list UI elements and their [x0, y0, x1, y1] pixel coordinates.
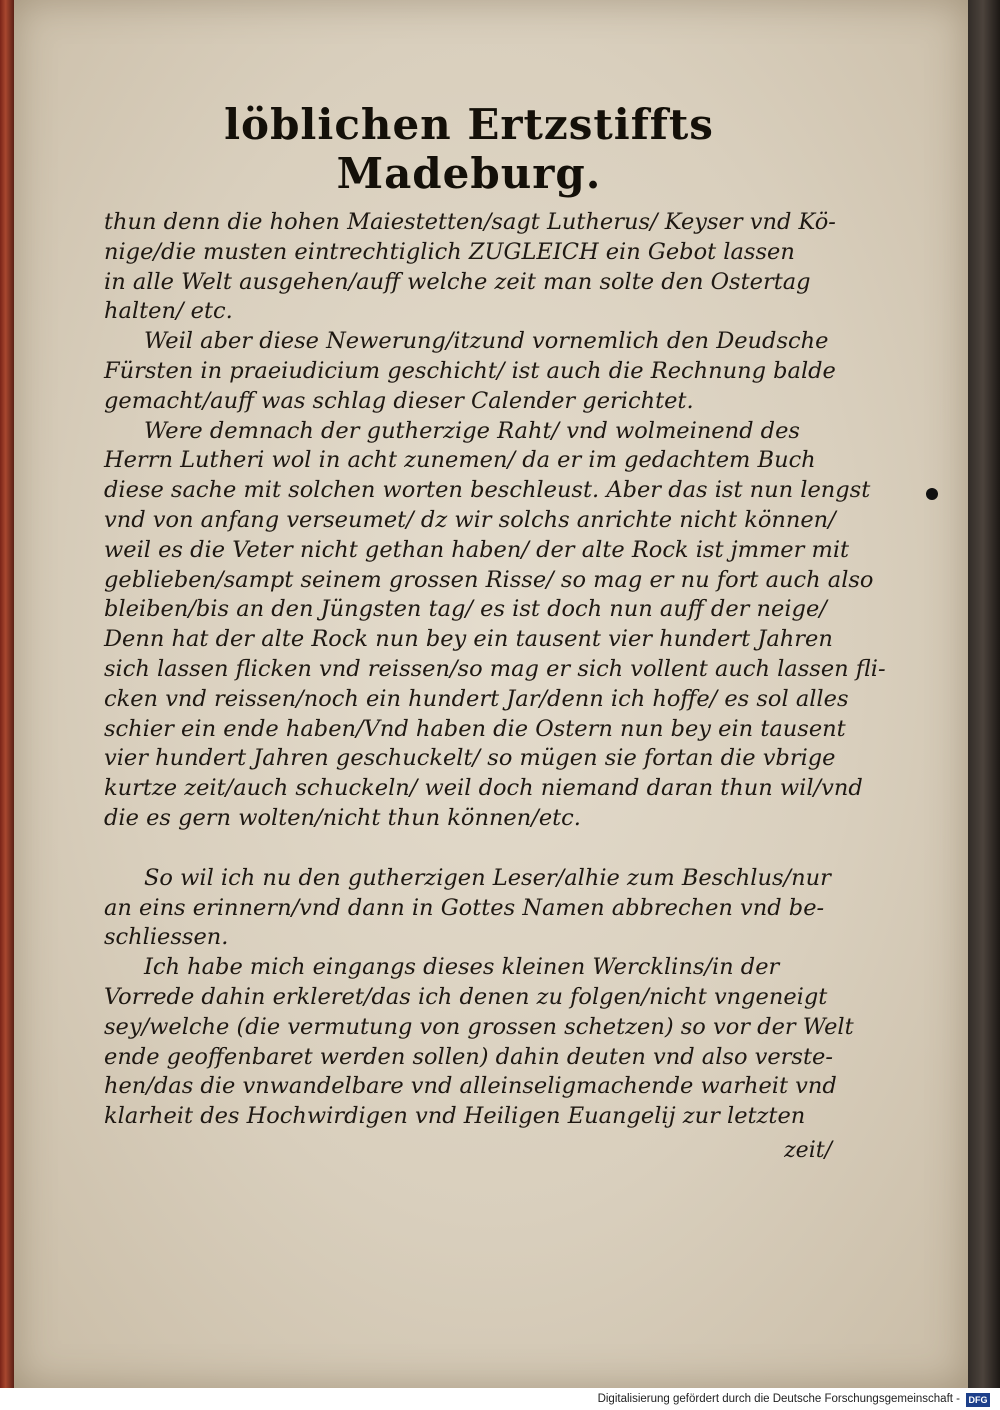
text-line: diese sache mit solchen worten beschleust. Aber das ist nun lengst [104, 477, 871, 504]
text-line: nige/die musten eintrechtiglich ZUGLEICH ein Gebot lassen [104, 238, 795, 265]
text-line: halten/ etc. [104, 298, 233, 325]
paragraph-1 [104, 208, 834, 327]
ink-dot-mark [926, 488, 938, 500]
text-line: an eins erinnern/vnd dann in Gottes Namen abbrechen vnd be- [104, 894, 825, 921]
text-line: Were demnach der gutherzige Raht/ vnd wolmeinend des [144, 417, 800, 444]
text-line: schliessen. [104, 924, 229, 951]
text-line: cken vnd reissen/noch ein hundert Jar/denn ich hoffe/ es sol alles [104, 685, 849, 712]
text-line: die es gern wolten/nicht thun können/etc. [104, 804, 581, 831]
text-line: Ich habe mich eingangs dieses kleinen Wercklins/in der [144, 954, 780, 981]
running-head: löblichen Ertzstiffts Madeburg. [224, 100, 714, 198]
binding-edge-left [0, 0, 14, 1388]
text-line: thun denn die hohen Maiestetten/sagt Lutherus/ Keyser vnd Kö- [104, 209, 836, 235]
catchword: zeit/ [784, 1137, 832, 1163]
text-line: vier hundert Jahren geschuckelt/ so mügen sie fortan die vbrige [104, 745, 836, 772]
text-line: geblieben/sampt seinem grossen Risse/ so mag er nu fort auch also [104, 566, 874, 593]
text-line: kurtze zeit/auch schuckeln/ weil doch niemand daran thun wil/vnd [104, 775, 863, 802]
text-line: sich lassen flicken vnd reissen/so mag er sich vollent auch lassen fli- [104, 655, 886, 682]
credit-text: Digitalisierung gefördert durch die Deutsche Forschungsgemeinschaft - [597, 1393, 960, 1405]
text-line: gemacht/auff was schlag dieser Calender gerichtet. [104, 387, 694, 414]
dfg-logo-icon: DFG [966, 1393, 990, 1407]
paragraph-2 [104, 327, 834, 416]
text-line: bleiben/bis an den Jüngsten tag/ es ist doch nun auff der neige/ [104, 596, 827, 623]
text-line: Fürsten in praeiudicium geschicht/ ist auch die Rechnung balde [104, 357, 836, 384]
text-line: ende geoffenbaret werden sollen) dahin deuten vnd also verste- [104, 1043, 833, 1070]
text-line: weil es die Veter nicht gethan haben/ der alte Rock ist jmmer mit [104, 536, 850, 563]
book-page [14, 0, 968, 1388]
text-line: Vorrede dahin erkleret/das ich denen zu folgen/nicht vngeneigt [104, 983, 828, 1010]
digitization-credit-bar [0, 1391, 1000, 1410]
text-line: Weil aber diese Newerung/itzund vornemlich den Deudsche [144, 328, 829, 355]
paragraph-4 [104, 864, 834, 953]
text-line: sey/welche (die vermutung von grossen schetzen) so vor der Welt [104, 1013, 854, 1040]
text-line: in alle Welt ausgehen/auff welche zeit man solte den Ostertag [104, 268, 811, 295]
text-line: Denn hat der alte Rock nun bey ein tausent vier hundert Jahren [104, 626, 833, 653]
binding-edge-right [966, 0, 1000, 1388]
paragraph-3 [104, 417, 886, 834]
text-line: Herrn Lutheri wol in acht zunemen/ da er im gedachtem Buch [104, 447, 816, 474]
text-line: klarheit des Hochwirdigen vnd Heiligen Euangelij zur letzten [104, 1103, 806, 1130]
text-line: hen/das die vnwandelbare vnd alleinseligmachende warheit vnd [104, 1073, 837, 1100]
text-line: vnd von anfang verseumet/ dz wir solchs anrichte nicht können/ [104, 506, 836, 533]
paragraph-gap [104, 834, 834, 864]
text-line: So wil ich nu den gutherzigen Leser/alhie zum Beschlus/nur [144, 864, 831, 891]
text-line: schier ein ende haben/Vnd haben die Ostern nun bey ein tausent [104, 715, 846, 742]
paragraph-5 [104, 953, 854, 1132]
page-text-block [104, 88, 886, 1163]
